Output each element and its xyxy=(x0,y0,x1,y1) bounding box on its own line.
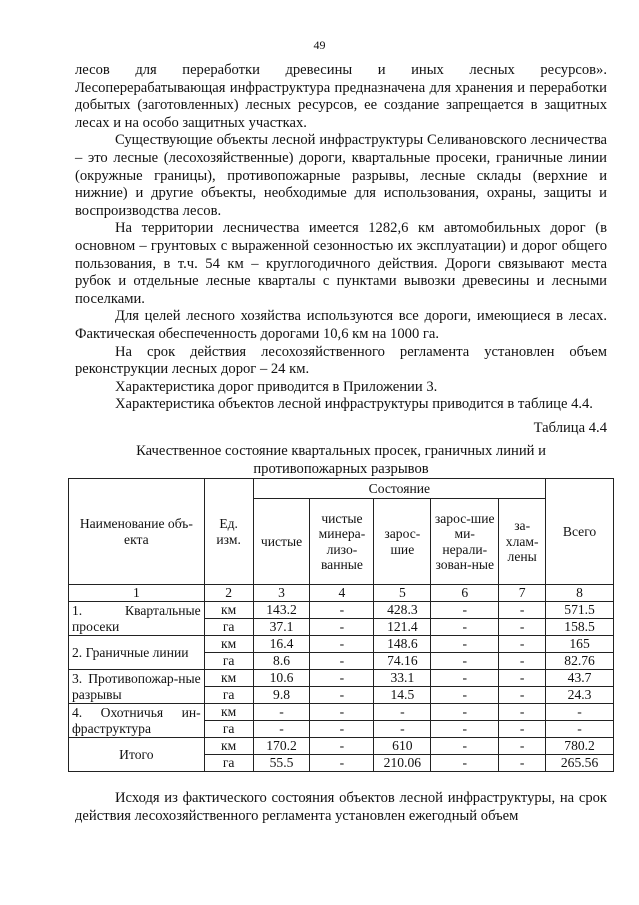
body-text xyxy=(75,62,607,479)
row-name: 4. Охотничья ин-фраструктура xyxy=(69,704,205,738)
column-number: 4 xyxy=(310,585,374,602)
value-cell: - xyxy=(499,602,546,619)
unit-cell: км xyxy=(204,738,253,755)
value-cell: - xyxy=(431,704,499,721)
value-cell: - xyxy=(431,653,499,670)
value-cell: 265.56 xyxy=(546,755,614,772)
value-cell: - xyxy=(431,602,499,619)
paragraph: На территории лесничества имеется 1282,6 км автомобильных дорог (в основном – грунтовых с выраженной сезонностью их эксплуатации) и дорог общего пользования, в т.ч. 54 км – круглогодичного действия. Дороги связывают места рубок и отдельные лесные кварталы с пунктами вывозки древесины и лесными поселками. xyxy=(75,220,607,307)
value-cell: - xyxy=(499,653,546,670)
column-number: 7 xyxy=(499,585,546,602)
value-cell: 428.3 xyxy=(374,602,431,619)
value-cell: - xyxy=(310,602,374,619)
infrastructure-table xyxy=(68,478,614,772)
value-cell: 610 xyxy=(374,738,431,755)
value-cell: - xyxy=(431,721,499,738)
column-number: 5 xyxy=(374,585,431,602)
value-cell: - xyxy=(499,687,546,704)
column-number: 2 xyxy=(204,585,253,602)
value-cell: - xyxy=(310,653,374,670)
unit-cell: км xyxy=(204,670,253,687)
column-number: 6 xyxy=(431,585,499,602)
value-cell: - xyxy=(499,619,546,636)
value-cell: 165 xyxy=(546,636,614,653)
header-name: Наименование объ-екта xyxy=(69,479,205,585)
row-name: 1. Квартальные просеки xyxy=(69,602,205,636)
value-cell: - xyxy=(499,670,546,687)
value-cell: - xyxy=(431,687,499,704)
value-cell: - xyxy=(310,738,374,755)
value-cell: - xyxy=(431,619,499,636)
value-cell: - xyxy=(253,704,310,721)
value-cell: 37.1 xyxy=(253,619,310,636)
value-cell: 571.5 xyxy=(546,602,614,619)
value-cell: - xyxy=(310,670,374,687)
value-cell: 143.2 xyxy=(253,602,310,619)
value-cell: 10.6 xyxy=(253,670,310,687)
value-cell: - xyxy=(374,704,431,721)
header-clean: чистые xyxy=(253,499,310,585)
paragraph: Характеристика дорог приводится в Приложении 3. xyxy=(115,378,438,395)
table-caption-line: противопожарных разрывов xyxy=(253,461,429,478)
unit-cell: км xyxy=(204,636,253,653)
value-cell: 148.6 xyxy=(374,636,431,653)
column-number: 3 xyxy=(253,585,310,602)
unit-cell: км xyxy=(204,704,253,721)
header-unit: Ед. изм. xyxy=(204,479,253,585)
paragraph: На срок действия лесохозяйственного регламента установлен объем реконструкции лесных дорог – 24 км. xyxy=(75,343,607,378)
value-cell: - xyxy=(546,721,614,738)
header-mineral: чистые минера-лизо-ванные xyxy=(310,499,374,585)
value-cell: 82.76 xyxy=(546,653,614,670)
value-cell: 158.5 xyxy=(546,619,614,636)
value-cell: 16.4 xyxy=(253,636,310,653)
row-name: Итого xyxy=(69,738,205,772)
column-number-row xyxy=(69,585,614,602)
value-cell: 9.8 xyxy=(253,687,310,704)
value-cell: - xyxy=(499,738,546,755)
value-cell: - xyxy=(310,721,374,738)
header-overgrown-mineral: зарос-шие ми-нерали-зован-ные xyxy=(431,499,499,585)
unit-cell: га xyxy=(204,687,253,704)
value-cell: - xyxy=(310,687,374,704)
value-cell: 210.06 xyxy=(374,755,431,772)
value-cell: - xyxy=(431,738,499,755)
column-number: 1 xyxy=(69,585,205,602)
value-cell: - xyxy=(499,636,546,653)
header-total: Всего xyxy=(546,479,614,585)
unit-cell: га xyxy=(204,755,253,772)
value-cell: - xyxy=(431,670,499,687)
value-cell: 170.2 xyxy=(253,738,310,755)
header-overgrown: зарос-шие xyxy=(374,499,431,585)
page-number: 49 xyxy=(313,38,326,52)
closing-text xyxy=(75,790,607,825)
value-cell: 43.7 xyxy=(546,670,614,687)
value-cell: - xyxy=(499,704,546,721)
value-cell: 121.4 xyxy=(374,619,431,636)
table-caption xyxy=(75,443,607,478)
value-cell: 14.5 xyxy=(374,687,431,704)
header-littered: за-хлам-лены xyxy=(499,499,546,585)
unit-cell: км xyxy=(204,602,253,619)
table-row xyxy=(69,670,614,687)
table-row xyxy=(69,738,614,755)
value-cell: - xyxy=(546,704,614,721)
value-cell: - xyxy=(253,721,310,738)
value-cell: - xyxy=(310,755,374,772)
value-cell: - xyxy=(310,704,374,721)
header-state: Состояние xyxy=(253,479,546,499)
row-name: 3. Противопожар-ные разрывы xyxy=(69,670,205,704)
row-name: 2. Граничные линии xyxy=(69,636,205,670)
value-cell: 74.16 xyxy=(374,653,431,670)
value-cell: 780.2 xyxy=(546,738,614,755)
value-cell: - xyxy=(499,755,546,772)
value-cell: - xyxy=(310,636,374,653)
unit-cell: га xyxy=(204,721,253,738)
unit-cell: га xyxy=(204,619,253,636)
value-cell: 33.1 xyxy=(374,670,431,687)
table-label: Таблица 4.4 xyxy=(533,419,607,436)
header-row xyxy=(69,479,614,499)
table-row xyxy=(69,602,614,619)
value-cell: - xyxy=(374,721,431,738)
value-cell: - xyxy=(310,619,374,636)
table-row xyxy=(69,636,614,653)
paragraph: Для целей лесного хозяйства используются все дороги, имеющиеся в лесах. Фактическая обеспеченность дорогами 10,6 км на 1000 га. xyxy=(75,308,607,342)
value-cell: 55.5 xyxy=(253,755,310,772)
value-cell: - xyxy=(431,636,499,653)
value-cell: 24.3 xyxy=(546,687,614,704)
value-cell: - xyxy=(431,755,499,772)
value-cell: - xyxy=(499,721,546,738)
paragraph: Характеристика объектов лесной инфраструктуры приводится в таблице 4.4. xyxy=(115,396,593,413)
paragraph: Существующие объекты лесной инфраструктуры Селивановского лесничества – это лесные (лесохозяйственные) дороги, квартальные просеки, граничные линии (окружные границы), противопожарные разрывы, лесные склады (верхние и нижние) и другие объекты, необходимые для использования, охраны, защиты и воспроизводства лесов. xyxy=(75,132,607,219)
table-caption-line: Качественное состояние квартальных просек, граничных линий и xyxy=(136,443,546,460)
table-row xyxy=(69,704,614,721)
paragraph: Исходя из фактического состояния объектов лесной инфраструктуры, на срок действия лесохозяйственного регламента установлен ежегодный объем xyxy=(75,790,607,824)
value-cell: 8.6 xyxy=(253,653,310,670)
column-number: 8 xyxy=(546,585,614,602)
paragraph: лесов для переработки древесины и иных лесных ресурсов». Лесоперерабатывающая инфраструктура предназначена для хранения и переработки добытых (заготовленных) лесных ресурсов, ее создание запрещается в защитных лесах и на особо защитных участках. xyxy=(75,62,607,131)
unit-cell: га xyxy=(204,653,253,670)
